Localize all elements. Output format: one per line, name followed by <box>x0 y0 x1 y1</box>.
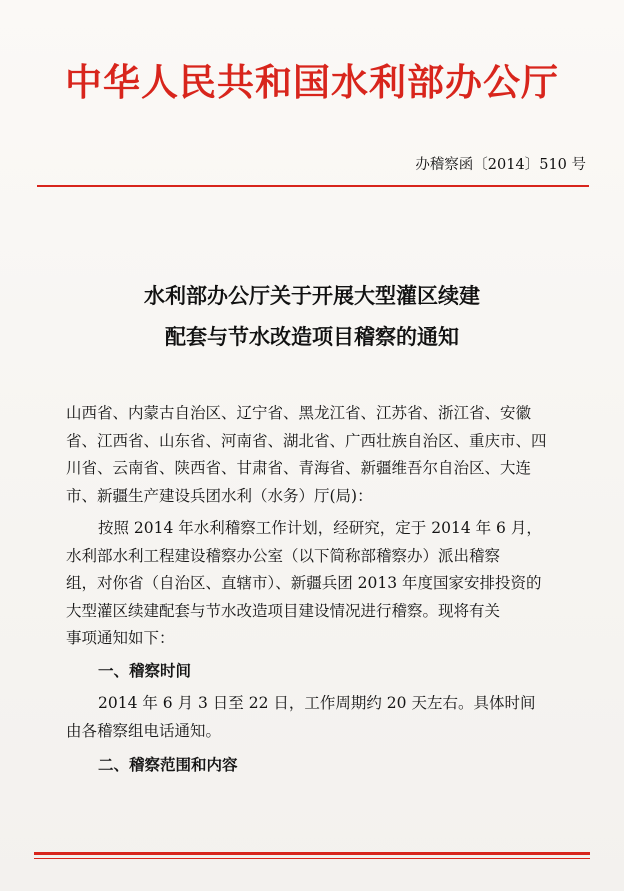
intro-line: 组，对你省（自治区、直辖市）、新疆兵团 2013 年度国家安排投资的 <box>66 574 542 592</box>
recipients-line: 省、江西省、山东省、河南省、湖北省、广西壮族自治区、重庆市、四 <box>66 431 547 450</box>
recipients-line: 市、新疆生产建设兵团水利（水务）厅(局)： <box>66 486 373 505</box>
section-heading-2: 二、稽察范围和内容 <box>98 756 238 774</box>
document-title-line-2: 配套与节水改造项目稽察的通知 <box>165 325 459 349</box>
intro-line: 水利部水利工程建设稽察办公室（以下简称部稽察办）派出稽察 <box>66 546 501 565</box>
footer-divider-thin <box>34 858 590 859</box>
recipients-line: 川省、云南省、陕西省、甘肃省、青海省、新疆维吾尔自治区、大连 <box>66 459 532 477</box>
intro-line: 按照 2014 年水利稽察工作计划，经研究，定于 2014 年 6 月， <box>98 519 542 537</box>
intro-line: 大型灌区续建配套与节水改造项目建设情况进行稽察。现将有关 <box>66 601 501 620</box>
document-number: 办稽察函〔2014〕510 号 <box>415 157 586 173</box>
agency-header: 中华人民共和国水利部办公厅 <box>65 61 559 104</box>
section-1-line: 由各稽察组电话通知。 <box>66 721 222 740</box>
footer-divider-thick <box>34 852 590 855</box>
header-divider <box>37 185 589 187</box>
document-title-line-1: 水利部办公厅关于开展大型灌区续建 <box>144 284 480 308</box>
section-1-line: 2014 年 6 月 3 日至 22 日，工作周期约 20 天左右。具体时间 <box>98 694 536 712</box>
section-heading-1: 一、稽察时间 <box>98 661 192 680</box>
recipients-line: 山西省、内蒙古自治区、辽宁省、黑龙江省、江苏省、浙江省、安徽 <box>66 404 532 422</box>
intro-line: 事项通知如下： <box>66 629 175 647</box>
document-body <box>66 400 566 780</box>
